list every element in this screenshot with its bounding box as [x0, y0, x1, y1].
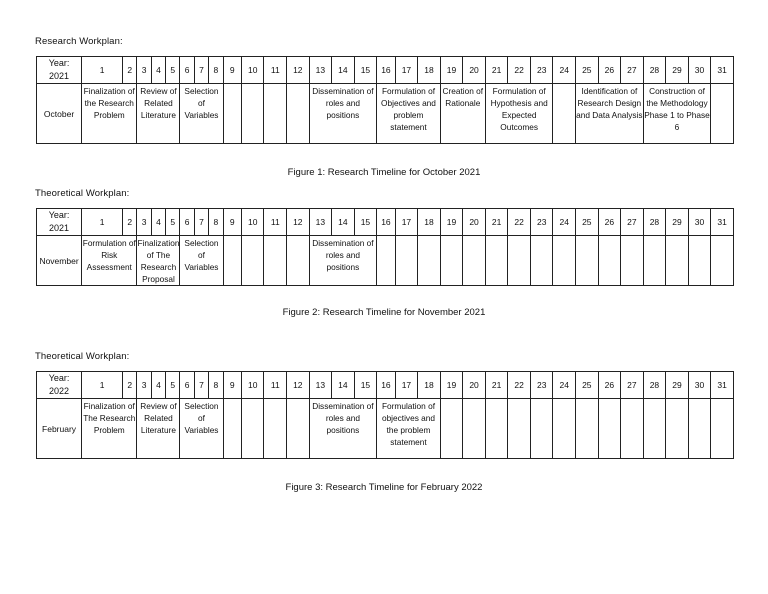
- timeline-table-october: [36, 56, 734, 144]
- task-cell: [82, 399, 137, 459]
- empty-cell: [553, 399, 576, 459]
- day-18: 18: [418, 209, 441, 236]
- day-header-row: [37, 372, 734, 399]
- empty-cell: [485, 399, 508, 459]
- day-5: 5: [166, 372, 180, 399]
- timeline-table-november: [36, 208, 734, 286]
- empty-cell: [711, 84, 734, 144]
- year-cell: [37, 57, 82, 84]
- day-25: 25: [576, 209, 599, 236]
- task-cell: [137, 236, 180, 286]
- day-28: 28: [643, 209, 666, 236]
- task-label: Dissemination of roles and positions: [312, 401, 374, 435]
- day-22: 22: [508, 372, 531, 399]
- day-6: 6: [180, 57, 194, 84]
- day-11: 11: [264, 209, 287, 236]
- day-11: 11: [264, 372, 287, 399]
- task-label: Finalization of The Research Problem: [83, 401, 136, 435]
- empty-cell: [666, 236, 689, 286]
- day-18: 18: [418, 57, 441, 84]
- day-29: 29: [666, 372, 689, 399]
- empty-cell: [485, 236, 508, 286]
- task-cell: [643, 84, 711, 144]
- task-cell: [137, 399, 180, 459]
- day-6: 6: [180, 209, 194, 236]
- empty-cell: [287, 236, 310, 286]
- day-17: 17: [395, 57, 418, 84]
- empty-cell: [223, 84, 241, 144]
- task-cell: [180, 84, 223, 144]
- day-30: 30: [688, 372, 711, 399]
- day-10: 10: [241, 57, 264, 84]
- empty-cell: [287, 399, 310, 459]
- day-27: 27: [621, 209, 644, 236]
- figure-caption: Figure 3: Research Timeline for February 2022: [285, 482, 483, 493]
- day-23: 23: [530, 209, 553, 236]
- day-2: 2: [123, 372, 137, 399]
- empty-cell: [643, 236, 666, 286]
- day-15: 15: [354, 372, 377, 399]
- empty-cell: [576, 236, 599, 286]
- day-31: 31: [711, 372, 734, 399]
- day-20: 20: [463, 209, 486, 236]
- day-23: 23: [530, 372, 553, 399]
- empty-cell: [598, 236, 621, 286]
- day-25: 25: [576, 372, 599, 399]
- day-2: 2: [123, 57, 137, 84]
- day-1: 1: [82, 57, 123, 84]
- year-value: 2022: [49, 386, 70, 396]
- empty-cell: [241, 236, 264, 286]
- day-12: 12: [287, 372, 310, 399]
- month-label: October: [37, 84, 82, 144]
- day-9: 9: [223, 57, 241, 84]
- day-19: 19: [440, 209, 463, 236]
- task-cell: [485, 84, 553, 144]
- empty-cell: [463, 236, 486, 286]
- empty-cell: [621, 236, 644, 286]
- day-13: 13: [309, 57, 332, 84]
- day-17: 17: [395, 372, 418, 399]
- empty-cell: [643, 399, 666, 459]
- day-26: 26: [598, 209, 621, 236]
- task-cell: [180, 236, 223, 286]
- day-header-row: [37, 209, 734, 236]
- day-14: 14: [332, 372, 355, 399]
- year-label: Year:: [48, 373, 70, 383]
- day-7: 7: [194, 372, 208, 399]
- task-label: Selection of Variables: [184, 86, 219, 120]
- day-29: 29: [666, 209, 689, 236]
- day-11: 11: [264, 57, 287, 84]
- task-cell: [576, 84, 644, 144]
- task-cell: [309, 236, 377, 286]
- task-label: Review of Related Literature: [140, 401, 177, 435]
- year-value: 2021: [49, 71, 70, 81]
- figure-caption: Figure 2: Research Timeline for November 2021: [282, 307, 486, 318]
- day-22: 22: [508, 57, 531, 84]
- empty-cell: [463, 399, 486, 459]
- task-cell: [137, 84, 180, 144]
- day-31: 31: [711, 209, 734, 236]
- task-label: Finalization of the Research Problem: [83, 86, 135, 120]
- task-cell: [309, 399, 377, 459]
- day-17: 17: [395, 209, 418, 236]
- day-header-row: [37, 57, 734, 84]
- day-27: 27: [621, 372, 644, 399]
- month-label: February: [37, 399, 82, 459]
- day-5: 5: [166, 209, 180, 236]
- day-4: 4: [151, 57, 165, 84]
- day-14: 14: [332, 57, 355, 84]
- day-10: 10: [241, 209, 264, 236]
- task-label: Dissemination of roles and positions: [312, 86, 374, 120]
- empty-cell: [395, 236, 418, 286]
- day-3: 3: [137, 372, 151, 399]
- task-row: [37, 236, 734, 286]
- empty-cell: [418, 236, 441, 286]
- empty-cell: [576, 399, 599, 459]
- empty-cell: [264, 84, 287, 144]
- empty-cell: [440, 399, 463, 459]
- empty-cell: [530, 236, 553, 286]
- day-22: 22: [508, 209, 531, 236]
- day-8: 8: [209, 372, 223, 399]
- day-15: 15: [354, 209, 377, 236]
- day-7: 7: [194, 57, 208, 84]
- day-10: 10: [241, 372, 264, 399]
- day-18: 18: [418, 372, 441, 399]
- task-cell: [309, 84, 377, 144]
- empty-cell: [553, 84, 576, 144]
- empty-cell: [621, 399, 644, 459]
- day-16: 16: [377, 372, 395, 399]
- empty-cell: [508, 399, 531, 459]
- task-label: Dissemination of roles and positions: [312, 238, 374, 272]
- month-label: November: [37, 236, 82, 286]
- day-27: 27: [621, 57, 644, 84]
- day-30: 30: [688, 209, 711, 236]
- day-1: 1: [82, 372, 123, 399]
- day-3: 3: [137, 209, 151, 236]
- day-24: 24: [553, 57, 576, 84]
- task-row: [37, 84, 734, 144]
- empty-cell: [711, 399, 734, 459]
- task-label: Selection of Variables: [184, 238, 219, 272]
- day-20: 20: [463, 372, 486, 399]
- task-cell: [82, 84, 137, 144]
- day-15: 15: [354, 57, 377, 84]
- year-cell: [37, 209, 82, 236]
- empty-cell: [223, 399, 241, 459]
- day-21: 21: [485, 57, 508, 84]
- section-label: Theoretical Workplan:: [35, 351, 130, 362]
- empty-cell: [377, 236, 395, 286]
- day-7: 7: [194, 209, 208, 236]
- day-1: 1: [82, 209, 123, 236]
- day-30: 30: [688, 57, 711, 84]
- empty-cell: [264, 236, 287, 286]
- task-label: Construction of the Methodology Phase 1 to Phase 6: [644, 86, 710, 132]
- day-9: 9: [223, 372, 241, 399]
- day-23: 23: [530, 57, 553, 84]
- task-label: Formulation of Hypothesis and Expected Outcomes: [490, 86, 548, 132]
- task-label: Finalization of The Research Proposal: [137, 238, 180, 284]
- day-21: 21: [485, 209, 508, 236]
- day-28: 28: [643, 57, 666, 84]
- day-13: 13: [309, 372, 332, 399]
- figure-caption: Figure 1: Research Timeline for October 2021: [287, 167, 481, 178]
- day-8: 8: [209, 57, 223, 84]
- task-cell: [377, 84, 441, 144]
- empty-cell: [241, 84, 264, 144]
- day-5: 5: [166, 57, 180, 84]
- section-label: Theoretical Workplan:: [35, 188, 130, 199]
- section-label: Research Workplan:: [35, 36, 123, 47]
- task-cell: [440, 84, 485, 144]
- day-9: 9: [223, 209, 241, 236]
- task-label: Identification of Research Design and Data Analysis: [576, 86, 643, 120]
- day-20: 20: [463, 57, 486, 84]
- task-label: Selection of Variables: [184, 401, 219, 435]
- task-label: Formulation of Risk Assessment: [82, 238, 136, 272]
- day-26: 26: [598, 57, 621, 84]
- empty-cell: [508, 236, 531, 286]
- day-3: 3: [137, 57, 151, 84]
- year-value: 2021: [49, 223, 70, 233]
- day-8: 8: [209, 209, 223, 236]
- empty-cell: [287, 84, 310, 144]
- empty-cell: [688, 236, 711, 286]
- day-4: 4: [151, 209, 165, 236]
- task-label: Review of Related Literature: [140, 86, 177, 120]
- day-4: 4: [151, 372, 165, 399]
- day-13: 13: [309, 209, 332, 236]
- day-14: 14: [332, 209, 355, 236]
- day-25: 25: [576, 57, 599, 84]
- day-28: 28: [643, 372, 666, 399]
- empty-cell: [598, 399, 621, 459]
- year-label: Year:: [48, 58, 70, 68]
- empty-cell: [553, 236, 576, 286]
- task-label: Formulation of Objectives and problem statement: [381, 86, 436, 132]
- empty-cell: [530, 399, 553, 459]
- timeline-table-february: [36, 371, 734, 459]
- day-12: 12: [287, 209, 310, 236]
- day-19: 19: [440, 57, 463, 84]
- day-2: 2: [123, 209, 137, 236]
- day-19: 19: [440, 372, 463, 399]
- task-label: Formulation of objectives and the problem statement: [381, 401, 435, 447]
- day-12: 12: [287, 57, 310, 84]
- task-label: Creation of Rationale: [442, 86, 484, 108]
- year-cell: [37, 372, 82, 399]
- day-31: 31: [711, 57, 734, 84]
- task-row: [37, 399, 734, 459]
- empty-cell: [688, 399, 711, 459]
- day-24: 24: [553, 209, 576, 236]
- day-26: 26: [598, 372, 621, 399]
- day-29: 29: [666, 57, 689, 84]
- day-6: 6: [180, 372, 194, 399]
- task-cell: [180, 399, 223, 459]
- task-cell: [377, 399, 441, 459]
- empty-cell: [223, 236, 241, 286]
- day-16: 16: [377, 57, 395, 84]
- day-16: 16: [377, 209, 395, 236]
- empty-cell: [666, 399, 689, 459]
- day-24: 24: [553, 372, 576, 399]
- day-21: 21: [485, 372, 508, 399]
- task-cell: [82, 236, 137, 286]
- empty-cell: [711, 236, 734, 286]
- empty-cell: [440, 236, 463, 286]
- empty-cell: [241, 399, 264, 459]
- year-label: Year:: [48, 210, 70, 220]
- empty-cell: [264, 399, 287, 459]
